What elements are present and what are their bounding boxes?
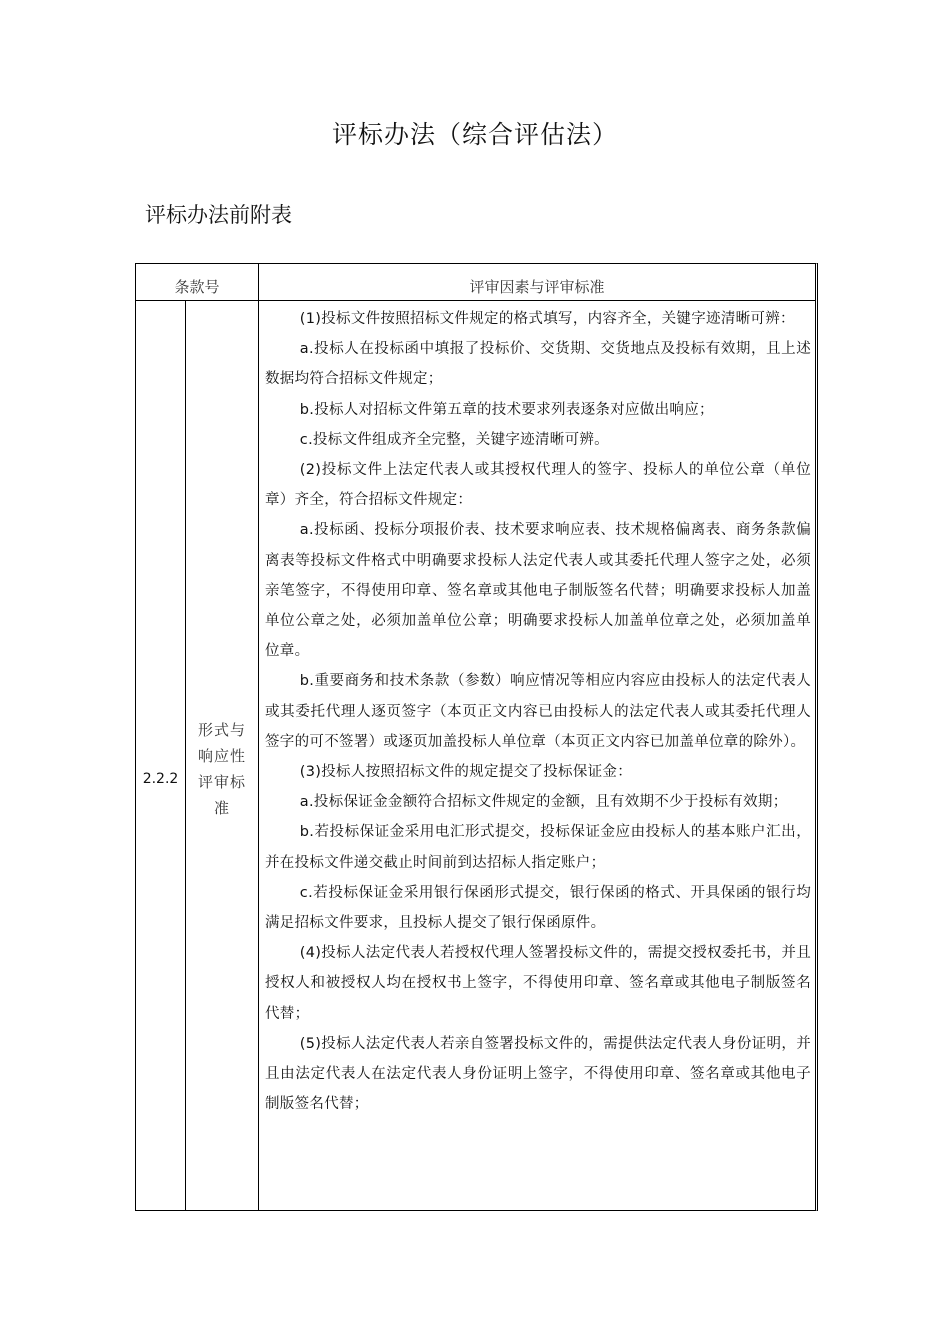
standard-paragraph: (4)投标人法定代表人若授权代理人签署投标文件的，需提交授权委托书，并且授权人和被授权人均在授权书上签字，不得使用印章、签名章或其他电子制版签名代替； [265,945,811,1022]
standard-paragraph: (2)投标文件上法定代表人或其授权代理人的签字、投标人的单位公章（单位章）齐全，符合招标文件规定： [265,462,811,509]
section-title: 评标办法前附表 [145,203,292,227]
clause-number: 2.2.2 [142,770,179,787]
standard-paragraph: a.投标保证金金额符合招标文件规定的金额，且有效期不少于投标有效期； [299,794,788,811]
document-title: 评标办法（综合评估法） [331,120,618,149]
standard-paragraph: (5)投标人法定代表人若亲自签署投标文件的，需提供法定代表人身份证明，并且由法定代表人在法定代表人身份证明上签字，不得使用印章、签名章或其他电子制版签名代替； [265,1035,811,1113]
header-clause-no: 条款号 [136,264,259,300]
standard-paragraph: (3)投标人按照招标文件的规定提交了投标保证金： [299,764,633,781]
standard-paragraph: b.重要商务和技术条款（参数）响应情况等相应内容应由投标人的法定代表人或其委托代理人逐页签字（本页正文内容已由投标人的法定代表人或其委托代理人签字的可不签署）或逐页加盖投标人单位章（本页正文内容已加盖单位章的除外）。 [265,673,811,750]
standard-paragraph: b.若投标保证金采用电汇形式提交，投标保证金应由投标人的基本账户汇出，并在投标文件递交截止时间前到达招标人指定账户； [265,824,811,871]
header-standard: 评审因素与评审标准 [469,278,605,296]
standard-paragraph: c.若投标保证金采用银行保函形式提交，银行保函的格式、开具保函的银行均满足招标文件要求，且投标人提交了银行保函原件。 [265,884,811,932]
evaluation-table [135,263,818,1211]
standard-paragraph: c.投标文件组成齐全完整，关键字迹清晰可辨。 [299,431,609,448]
standard-paragraph: (1)投标文件按照招标文件规定的格式填写，内容齐全，关键字迹清晰可辨： [299,311,795,327]
standard-cell [265,304,811,1210]
factor-name-cell [186,301,259,1210]
factor-name: 形式与响应性评审标准 [197,720,246,817]
standard-paragraph: a.投标函、投标分项报价表、技术要求响应表、技术规格偏离表、商务条款偏离表等投标文件格式中明确要求投标人法定代表人或其委托代理人签字之处，必须亲笔签字，不得使用印章、签名章或其他电子制版签名代替；明确要求投标人加盖单位公章之处，必须加盖单位公章；明确要求投标人加盖单位章之处，必须加盖单位章。 [265,522,811,660]
table-header-row [136,264,815,301]
standard-paragraph: a.投标人在投标函中填报了投标价、交货期、交货地点及投标有效期，且上述数据均符合招标文件规定； [265,341,811,388]
standard-paragraph: b.投标人对招标文件第五章的技术要求列表逐条对应做出响应； [299,401,714,418]
clause-number-cell [136,301,186,1210]
